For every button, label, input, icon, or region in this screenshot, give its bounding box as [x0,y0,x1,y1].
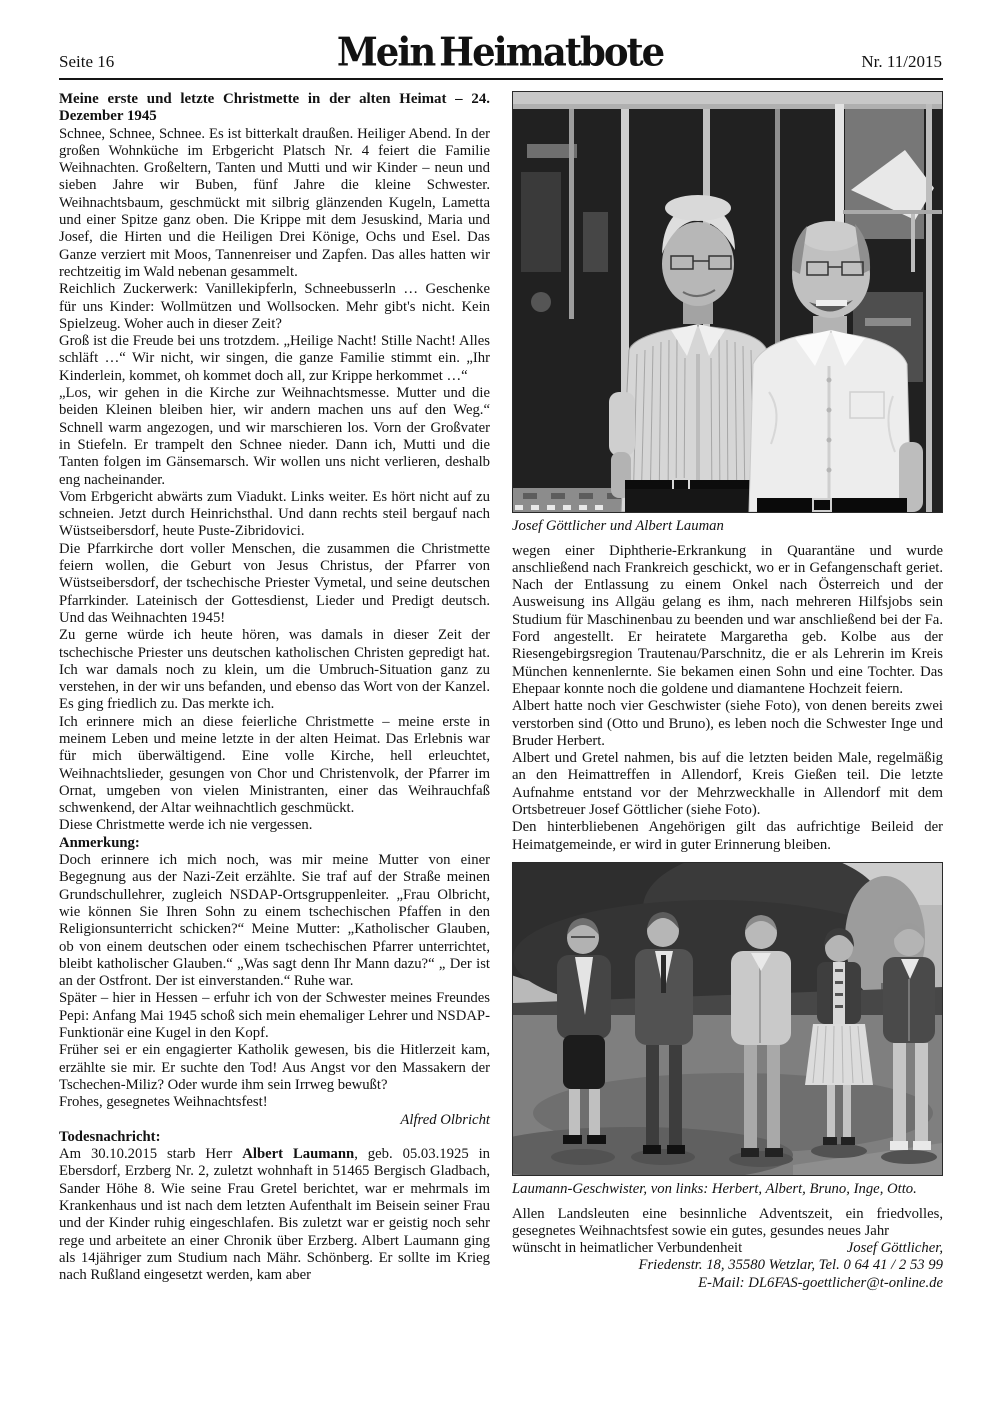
obit-name: Albert Laumann [242,1146,355,1163]
author-signature: Alfred Olbricht [400,1111,490,1128]
article-paragraph: Die Pfarrkirche dort voller Menschen, die zusammen die Christmette feiern wollen, die Geburt von Jesus Christus, der Pfarrer von Wüstseibersdorf, der tschechische Priester Vymetal, und seine deutschen Pfarrkinder. Lateinisch der Gottesdienst, Lieder und Predigt deutsch. Und das Weihnachten 1945! [59,540,490,626]
closing-greeting: Allen Landsleuten eine besinnliche Adventszeit, ein friedvolles, gesegnetes Weihnachtsfest sowie ein gutes, gesundes neues Jahr [512,1205,943,1239]
contact-address: Friedenstr. 18, 35580 Wetzlar, Tel. 0 64 41 / 2 53 99 [638,1257,943,1274]
article-paragraph: Diese Christmette werde ich nie vergessen. [59,817,313,834]
photo-two-men-image [512,91,943,513]
todesnachricht-heading: Todesnachricht: [59,1128,161,1145]
right-column [512,91,943,1292]
obit-text-prefix: Am 30.10.2015 starb Herr [59,1146,243,1163]
article-paragraph: Schnee, Schnee, Schnee. Es ist bitterkalt draußen. Heiliger Abend. In der großen Wohnküche im Erbgericht Platsch Nr. 4 feiert die Familie Weihnachten. Großeltern, Tanten und Mutti und wir Kinder – neun und sieben Jahre wir Buben, fünf Jahre die kleine Schwester. Weihnachtsbaum, geschmückt mit silbrig glänzenden Kugeln, Lametta und einer Spitze ganz oben. Die Krippe mit dem Jesuskind, Maria und Josef, die Hirten und die Heiligen Drei Könige, Ochs und Esel. Das Ganze verziert mit Moos, Tannenreiser und Zapfen. Das alles hatten wir rechtzeitig im Wald nebenan gesammelt. [59,125,490,280]
anmerkung-paragraph: Früher sei er ein engagierter Katholik gewesen, bis die Hitlerzeit kam, erzählte sie mir. Er suchte den Tod! Aus Angst vor den Massakern der Tschechen-Miliz? Oder wurde ihm sein Irrweg bewußt? [59,1042,490,1093]
obit-text-suffix: , geb. 05.03.1925 in Ebersdorf, Erzberg Nr. 2, zuletzt wohnhaft in 51465 Bergisch Gladbach, Sander Höhe 8. Wie seine Frau Gretel berichtet, war er mehrmals im Krankenhaus und ist nach dem letzten Aufenthalt im Beisein seiner Frau und der Kinder ruhig eingeschlafen. Bis zuletzt war er geistig noch sehr rege und arbeitete an einer Chronik über Erzberg. Albert Laumann ging als 14jähriger zum Studium nach Mähr. Schönberg. Er sollte im Krieg nach Rußland eingesetzt werden, kam aber [59,1146,490,1284]
anmerkung-heading: Anmerkung: [59,834,140,851]
anmerkung-paragraph: Später – hier in Hessen – erfuhr ich von der Schwester meines Freundes Pepi: Anfang Mai 1945 schoß sich mein ehemaliger Lehrer und NSDAP-Funktionär eine Kugel in den Kopf. [59,990,490,1042]
article-paragraph: „Los, wir gehen in die Kirche zur Weihnachtsmesse. Mutter und die beiden Kleinen bleiben hier, wir andern machen uns auf den Weg.“ Schnell warm angezogen, und wir marschieren los. Vorn der Großvater in Stiefeln. Er trampelt den Schnee nieder. Dann ich, Mutti und die Tanten folgen im Gänsemarsch. Wir wollen uns nicht verlieren, deshalb eng nacheinander. [59,385,490,488]
photo1-caption: Josef Göttlicher und Albert Lauman [512,518,724,534]
photo2-caption: Laumann-Geschwister, von links: Herbert, Albert, Bruno, Inge, Otto. [512,1180,917,1197]
page-number: Seite 16 [59,52,115,71]
anmerkung-paragraph: Frohes, gesegnetes Weihnachtsfest! [59,1094,268,1111]
obit-continued-paragraph: wegen einer Diphtherie-Erkrankung in Quarantäne und wurde anschließend nach Frankreich geschickt, wo er in Gefangenschaft geriet. Nach der Entlassung zu einem Onkel nach Österreich und der Ausweisung ins Allgäu gelang es ihm, nach mehreren Hilfsjobs sein Studium für Maschinenbau zu beenden und war anschließend bei der Fa. Ford angestellt. Er heiratete Margaretha geb. Kolbe aus der Riesengebirgsregion Trautenau/Parschnitz, die er als Lehrerin im Kreis München kennenlernte. Sie bekamen einen Sohn und eine Tochter. Das Ehepaar konnte noch die goldene und diamantene Hochzeit feiern. [512,542,943,697]
masthead-title: Mein Heimatbote [336,28,664,76]
closing-greeting-end: wünscht in heimatlicher Verbundenheit [512,1240,743,1257]
obit-continued-paragraph: Albert und Gretel nahmen, bis auf die letzten beiden Male, regelmäßig an den Heimattreffen in Allendorf, Kreis Gießen teil. Die letzte Aufnahme entstand vor der Mehrzweckhalle in Allendorf mit dem Ortsbetreuer Josef Göttlicher (siehe Foto). [512,750,943,819]
article-paragraph: Reichlich Zuckerwerk: Vanillekipferln, Schneebusserln … Geschenke für uns Kinder: Wollmützen und Wollsocken. Mehr gibt's nicht. Kein Spielzeug. Woher auch in dieser Zeit? [59,281,490,332]
article-paragraph: Ich erinnere mich an diese feierliche Christmette – meine erste in meinem Leben und meine letzte in der alten Heimat. Das Erlebnis war für mich überwältigend. Eine volle Kirche, hell erleuchtet, Weihnachtslieder, gesungen von Chor und Christenvolk, der Pfarrer im Ornat, umgeben von vielen Ministranten, einer das Weihrauchfaß schwenkend, der Altar weihnachtlich geschmückt. [59,713,490,817]
article-title: Meine erste und letzte Christmette in der alten Heimat – 24. Dezember 1945 [59,91,490,125]
closing-signature-row [512,1240,943,1257]
article-paragraph: Zu gerne würde ich heute hören, was damals in dieser Zeit der tschechische Priester uns deutschen katholischen Christen gepredigt hat. Ich war damals noch zu klein, um die Umbruch-Situation ganz zu verstehen, in der wir uns befanden, und ebenso das Wort von der Kanzel. Es ging friedlich zu. Das merkte ich. [59,627,490,713]
todesnachricht-paragraph [59,1146,490,1284]
left-column [59,91,490,1284]
photo-five-siblings-image [512,862,943,1176]
anmerkung-paragraph: Doch erinnere ich mich noch, was mir meine Mutter von einer Begegnung aus der Nazi-Zeit erzählte. Sie traf auf der Straße meinen Grundschullehrer, zugleich NSDAP-Ortsgruppenleiter. „Frau Olbricht, wie können Sie Ihren Sohn zu einem tschechischen Pfaffen in den Religionsunterricht schicken?“ Meine Mutter: „Katholischer Glauben, ob von einem deutschen oder einem tschechischen Pfarrer unterrichtet, bleibt katholischer Glauben.“ „Was sagt denn Ihr Mann dazu?“ „ Der ist an der Ostfront. Der ist einverstanden.“ Ruhe war. [59,852,490,990]
article-paragraph: Vom Erbgericht abwärts zum Viadukt. Links weiter. Es hört nicht auf zu schneien. Jetzt durch Heinrichsthal. Und dann rechts steil bergauf nach Wüstseibersdorf, heute Puste-Zibridovici. [59,488,490,540]
header-rule [59,78,943,80]
contact-email: E-Mail: DL6FAS-goettlicher@t-online.de [698,1274,943,1291]
photo-laumann-geschwister [512,862,943,1199]
obit-continued-paragraph: Den hinterbliebenen Angehörigen gilt das aufrichtige Beileid der Heimatgemeinde, er wird in guter Erinnerung bleiben. [512,819,943,853]
obit-continued-paragraph: Albert hatte noch vier Geschwister (siehe Foto), von denen bereits zwei verstorben sind (Otto und Bruno), es leben noch die Schwester Inge und Bruder Herbert. [512,698,943,749]
closing-signer: Josef Göttlicher, [846,1240,943,1257]
photo-goettlicher-und-lauman [512,91,943,536]
issue-number: Nr. 11/2015 [861,52,942,71]
article-paragraph: Groß ist die Freude bei uns trotzdem. „Heilige Nacht! Stille Nacht! Alles schläft …“ Wir nicht, wir singen, die ganze Familie stimmt ein. „Ihr Kinderlein, kommet, oh kommet doch all, zur Krippe herkommet …“ [59,333,490,384]
